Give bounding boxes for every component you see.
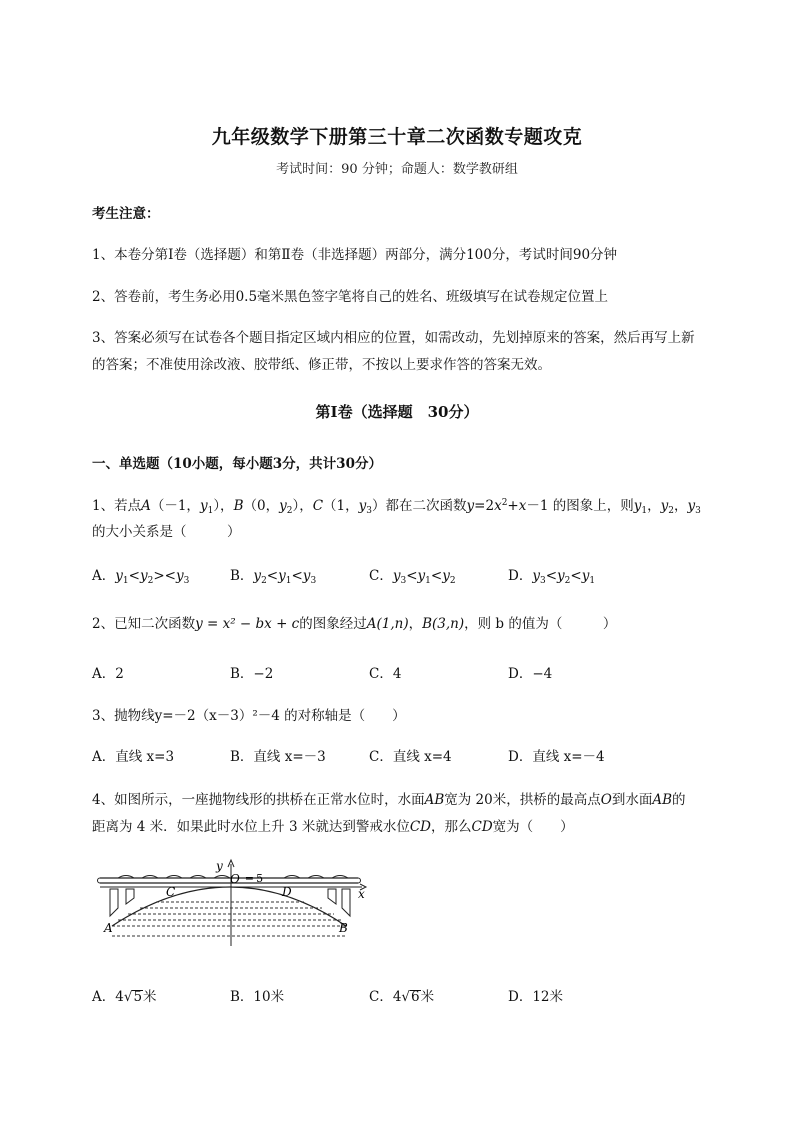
question-4-option-a[interactable]: A．4√5米: [92, 989, 157, 1005]
question-2-option-a[interactable]: A．2: [92, 666, 124, 682]
question-4-option-d[interactable]: D．12米: [508, 989, 564, 1005]
notice-item-2: 2、答卷前，考生务必用0.5毫米黑色签字笔将自己的姓名、班级填写在试卷规定位置上: [92, 289, 609, 305]
notice-item-3: 3、答案必须写在试卷各个题目指定区域内相应的位置，如需改动，先划掉原来的答案，然后再写上新: [92, 330, 695, 346]
bridge-figure: [96, 856, 376, 946]
question-1-option-a[interactable]: A．$y_1<y_2><y_3$: [92, 568, 190, 586]
question-4-option-c[interactable]: C．4√6米: [369, 989, 435, 1005]
question-4-option-b[interactable]: B．10米: [230, 989, 285, 1005]
question-1-line-1: 1、若点A（－1，$y_1$），B（0，$y_2$），C（1，$y_3$）都在二次函数$y=2x^2+x-1$ 的图象上，则$y_1$，$y_2$，$y_3$: [92, 498, 701, 516]
page-subtitle: 考试时间：90 分钟；命题人：数学教研组: [276, 162, 518, 177]
question-4-line-2: 距离为 4 米．如果此时水位上升 3 米就达到警戒水位CD，那么CD宽为（ ）: [92, 819, 574, 835]
question-3-option-b[interactable]: B．直线 x=－3: [230, 749, 326, 765]
figure-label-o: O: [230, 872, 240, 886]
question-2-text: 2、已知二次函数y = x² − bx + c的图象经过A(1,n)，B(3,n)，则 b 的值为（ ）: [92, 616, 617, 632]
figure-label-y: y: [216, 859, 223, 873]
part-heading: 一、单选题（10小题，每小题3分，共计30分）: [92, 456, 382, 472]
page-title: 九年级数学下册第三十章二次函数专题攻克: [211, 126, 583, 148]
figure-label-x: x: [358, 887, 365, 901]
notice-item-3-cont: 的答案；不准使用涂改液、胶带纸、修正带，不按以上要求作答的答案无效。: [92, 357, 551, 373]
question-2-option-d[interactable]: D．−4: [508, 666, 553, 682]
figure-label-b: B: [339, 921, 348, 935]
question-4-line-1: 4、如图所示，一座抛物线形的拱桥在正常水位时，水面AB宽为 20米，拱桥的最高点O到水面AB的: [92, 792, 686, 808]
question-3-option-d[interactable]: D．直线 x=－4: [508, 749, 605, 765]
sqrt-symbol: √: [123, 989, 133, 1005]
question-1-option-c[interactable]: C．$y_3<y_1<y_2$: [369, 568, 456, 586]
figure-label-dash: ═ 5: [246, 872, 264, 885]
question-3-text: 3、抛物线y=－2（x－3）²－4 的对称轴是（ ）: [92, 708, 406, 724]
figure-label-c: C: [166, 885, 176, 899]
figure-label-d: D: [282, 885, 292, 899]
notice-item-1: 1、本卷分第Ⅰ卷（选择题）和第Ⅱ卷（非选择题）两部分，满分100分，考试时间90分钟: [92, 247, 618, 263]
section-title: 第Ⅰ卷（选择题 30分）: [315, 403, 479, 421]
figure-label-a: A: [104, 921, 113, 935]
question-1-line-2: 的大小关系是（ ）: [92, 524, 241, 540]
question-3-option-a[interactable]: A．直线 x=3: [92, 749, 175, 765]
question-2-option-c[interactable]: C．4: [369, 666, 402, 682]
sqrt-symbol: √: [401, 989, 411, 1005]
question-1-option-d[interactable]: D．$y_3<y_2<y_1$: [508, 568, 596, 586]
question-1-option-b[interactable]: B．$y_2<y_1<y_3$: [230, 568, 317, 586]
question-2-option-b[interactable]: B．−2: [230, 666, 274, 682]
question-3-option-c[interactable]: C．直线 x=4: [369, 749, 452, 765]
notice-heading: 考生注意：: [92, 206, 160, 222]
